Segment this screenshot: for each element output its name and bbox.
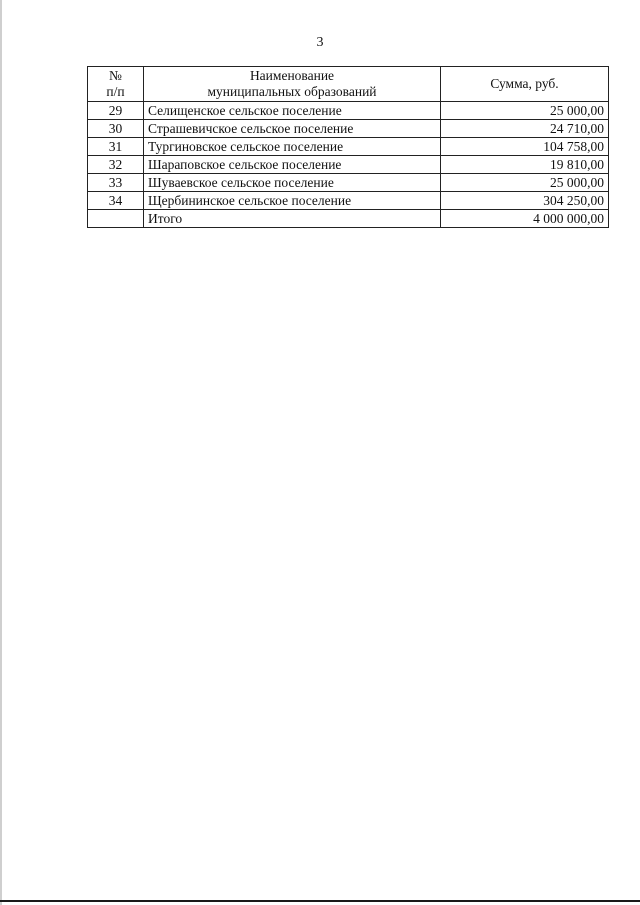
row-num: 31 [88,138,144,156]
row-name: Селищенское сельское поселение [144,102,441,120]
total-num [88,210,144,228]
row-num: 34 [88,192,144,210]
total-label: Итого [144,210,441,228]
appropriations-table [87,66,609,228]
header-sum: Сумма, руб. [441,67,609,102]
scan-bottom-edge [0,900,640,902]
table-header [88,67,609,102]
table-row [88,192,609,210]
row-num: 33 [88,174,144,192]
row-name: Шуваевское сельское поселение [144,174,441,192]
row-sum: 25 000,00 [441,174,609,192]
row-sum: 304 250,00 [441,192,609,210]
header-num [88,67,144,102]
table-header-row [88,67,609,102]
table-row [88,102,609,120]
table-row [88,138,609,156]
row-name: Страшевичское сельское поселение [144,120,441,138]
row-num: 29 [88,102,144,120]
header-name [144,67,441,102]
total-row [88,210,609,228]
table-row [88,120,609,138]
row-name: Тургиновское сельское поселение [144,138,441,156]
row-sum: 19 810,00 [441,156,609,174]
header-num-line2: п/п [106,84,125,99]
row-sum: 104 758,00 [441,138,609,156]
header-name-line2: муниципальных образований [207,84,377,99]
row-sum: 24 710,00 [441,120,609,138]
row-name: Щербининское сельское поселение [144,192,441,210]
scan-left-edge [0,0,2,905]
page-number: 3 [316,35,324,50]
row-name: Шараповское сельское поселение [144,156,441,174]
table-body [88,102,609,228]
header-num-line1: № [109,68,122,83]
table-row [88,156,609,174]
header-name-line1: Наименование [249,68,335,83]
row-num: 30 [88,120,144,138]
table-row [88,174,609,192]
row-sum: 25 000,00 [441,102,609,120]
total-sum: 4 000 000,00 [441,210,609,228]
row-num: 32 [88,156,144,174]
